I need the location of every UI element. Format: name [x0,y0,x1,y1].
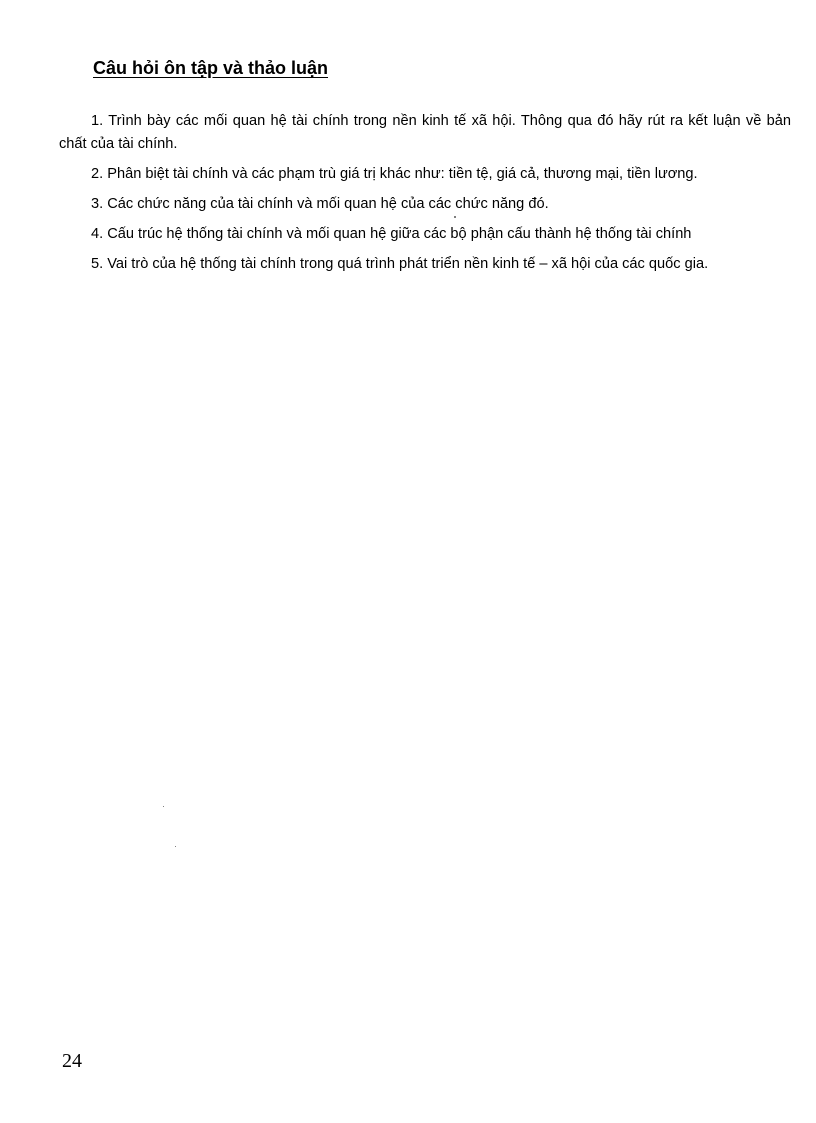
section-title: Câu hỏi ôn tập và thảo luận [93,58,329,78]
page-number: 24 [62,1050,82,1072]
review-question-list [59,110,791,283]
scan-speck [454,216,456,218]
review-question-1: 1. Trình bày các mối quan hệ tài chính trong nền kinh tế xã hội. Thông qua đó hãy rút ra kết luận về bản chất của tài chính. [59,113,791,152]
review-question-3: 3. Các chức năng của tài chính và mối quan hệ của các chức năng đó. [91,196,549,212]
review-question-5: 5. Vai trò của hệ thống tài chính trong quá trình phát triển nền kinh tế – xã hội của các quốc gia. [91,256,709,272]
review-question-4: 4. Cấu trúc hệ thống tài chính và mối quan hệ giữa các bộ phận cấu thành hệ thống tài chính [91,226,692,242]
scan-speck [163,806,164,807]
review-question-2: 2. Phân biệt tài chính và các phạm trù giá trị khác như: tiền tệ, giá cả, thương mại, tiền lương. [91,166,698,182]
scan-speck [175,846,176,847]
